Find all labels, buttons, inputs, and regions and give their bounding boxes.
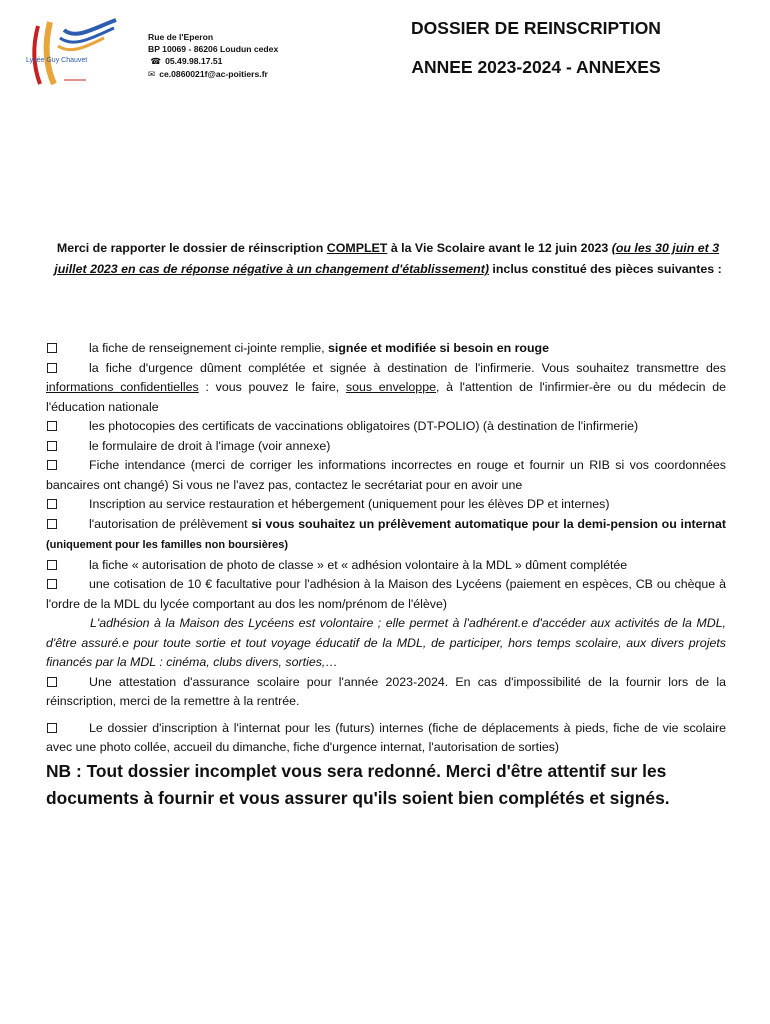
checkbox-icon[interactable] — [47, 677, 57, 687]
address-block — [148, 31, 278, 80]
checkbox-icon[interactable] — [47, 579, 57, 589]
list-item: la fiche « autorisation de photo de classe » et « adhésion volontaire à la MDL » dûment complétée — [46, 556, 726, 576]
list-item: Une attestation d'assurance scolaire pour l'année 2023-2024. En cas d'impossibilité de la fournir lors de la réinscription, merci de la remettre à la rentrée. — [46, 674, 726, 708]
checkbox-icon[interactable] — [47, 723, 57, 733]
address-email: ce.0860021f@ac-poitiers.fr — [159, 68, 268, 79]
document-title: DOSSIER DE REINSCRIPTION — [411, 18, 661, 38]
list-item: Inscription au service restauration et hébergement (uniquement pour les élèves DP et internes) — [46, 495, 726, 515]
list-item: une cotisation de 10 € facultative pour l'adhésion à la Maison des Lycéens (paiement en espèces, CB ou chèque à l'ordre de la MDL du lycée comportant au dos les nom/prénom de l'élève) — [46, 577, 726, 611]
address-phone: 05.49.98.17.51 — [165, 56, 223, 67]
nb-warning: NB : Tout dossier incomplet vous sera redonné. Merci d'être attentif sur les documents à fournir et vous assurer qu'ils soient bien complétés et signés. — [46, 761, 670, 808]
list-item: le formulaire de droit à l'image (voir annexe) — [46, 437, 726, 457]
intro-paragraph: Merci de rapporter le dossier de réinscription COMPLET à la Vie Scolaire avant le 12 juin 2023 (ou les 30 juin et 3 juillet 2023 en cas de réponse négative à un changement d'établissement) inclus constitué des pièces suivantes : — [54, 241, 722, 276]
checkbox-icon[interactable] — [47, 343, 57, 353]
logo-text: Lycée Guy Chauvet — [26, 57, 88, 64]
phone-icon: ☎ — [150, 56, 162, 67]
checkbox-icon[interactable] — [47, 519, 57, 529]
document-subtitle: ANNEE 2023-2024 - ANNEXES — [411, 57, 661, 77]
checkbox-icon[interactable] — [47, 460, 57, 470]
list-item: l'autorisation de prélèvement si vous souhaitez un prélèvement automatique pour la demi-pension ou internat (uniquement pour les familles non boursières) — [46, 516, 726, 551]
checklist — [46, 339, 726, 758]
address-postal: BP 10069 - 86206 Loudun cedex — [148, 44, 279, 55]
checkbox-icon[interactable] — [47, 421, 57, 431]
school-logo — [24, 18, 124, 88]
envelope-icon: ✉ — [148, 68, 156, 79]
mdl-note: L'adhésion à la Maison des Lycéens est volontaire ; elle permet à l'adhérent.e d'accéder aux activités de la MDL, d'être assuré.e pour toute sortie et tout voyage éducatif de la MDL, de participer, hors temps scolaire, aux divers projets financés par la MDL : cinéma, clubs divers, sorties,… — [46, 616, 726, 669]
checkbox-icon[interactable] — [47, 499, 57, 509]
intro-note: (ou les 30 juin et 3 juillet 2023 en cas de réponse négative à un changement d'établissement) — [54, 241, 720, 276]
list-item: la fiche de renseignement ci-jointe remplie, signée et modifiée si besoin en rouge — [46, 339, 726, 359]
list-item: la fiche d'urgence dûment complétée et signée à destination de l'infirmerie. Vous souhaitez transmettre des informations confidentielles : vous pouvez le faire, sous enveloppe, à l'attention de l'infirmier-ère ou du médecin de l'éducation nationale — [46, 360, 726, 414]
checkbox-icon[interactable] — [47, 363, 57, 373]
address-street: Rue de l'Eperon — [148, 32, 214, 42]
complet-word: COMPLET — [326, 241, 388, 255]
list-item: les photocopies des certificats de vaccinations obligatoires (DT-POLIO) (à destination de l'infirmerie) — [46, 417, 726, 437]
list-item: Fiche intendance (merci de corriger les informations incorrectes en rouge et fournir un RIB si vos coordonnées bancaires ont changé) Si vous ne l'avez pas, contactez le secrétariat pour en avoir une — [46, 458, 726, 492]
checkbox-icon[interactable] — [47, 560, 57, 570]
list-item: Le dossier d'inscription à l'internat pour les (futurs) internes (fiche de déplacements à pieds, fiche de vie scolaire avec une photo collée, accueil du dimanche, fiche d'urgence internat, l'autorisation de sorties) — [46, 720, 726, 754]
checkbox-icon[interactable] — [47, 441, 57, 451]
